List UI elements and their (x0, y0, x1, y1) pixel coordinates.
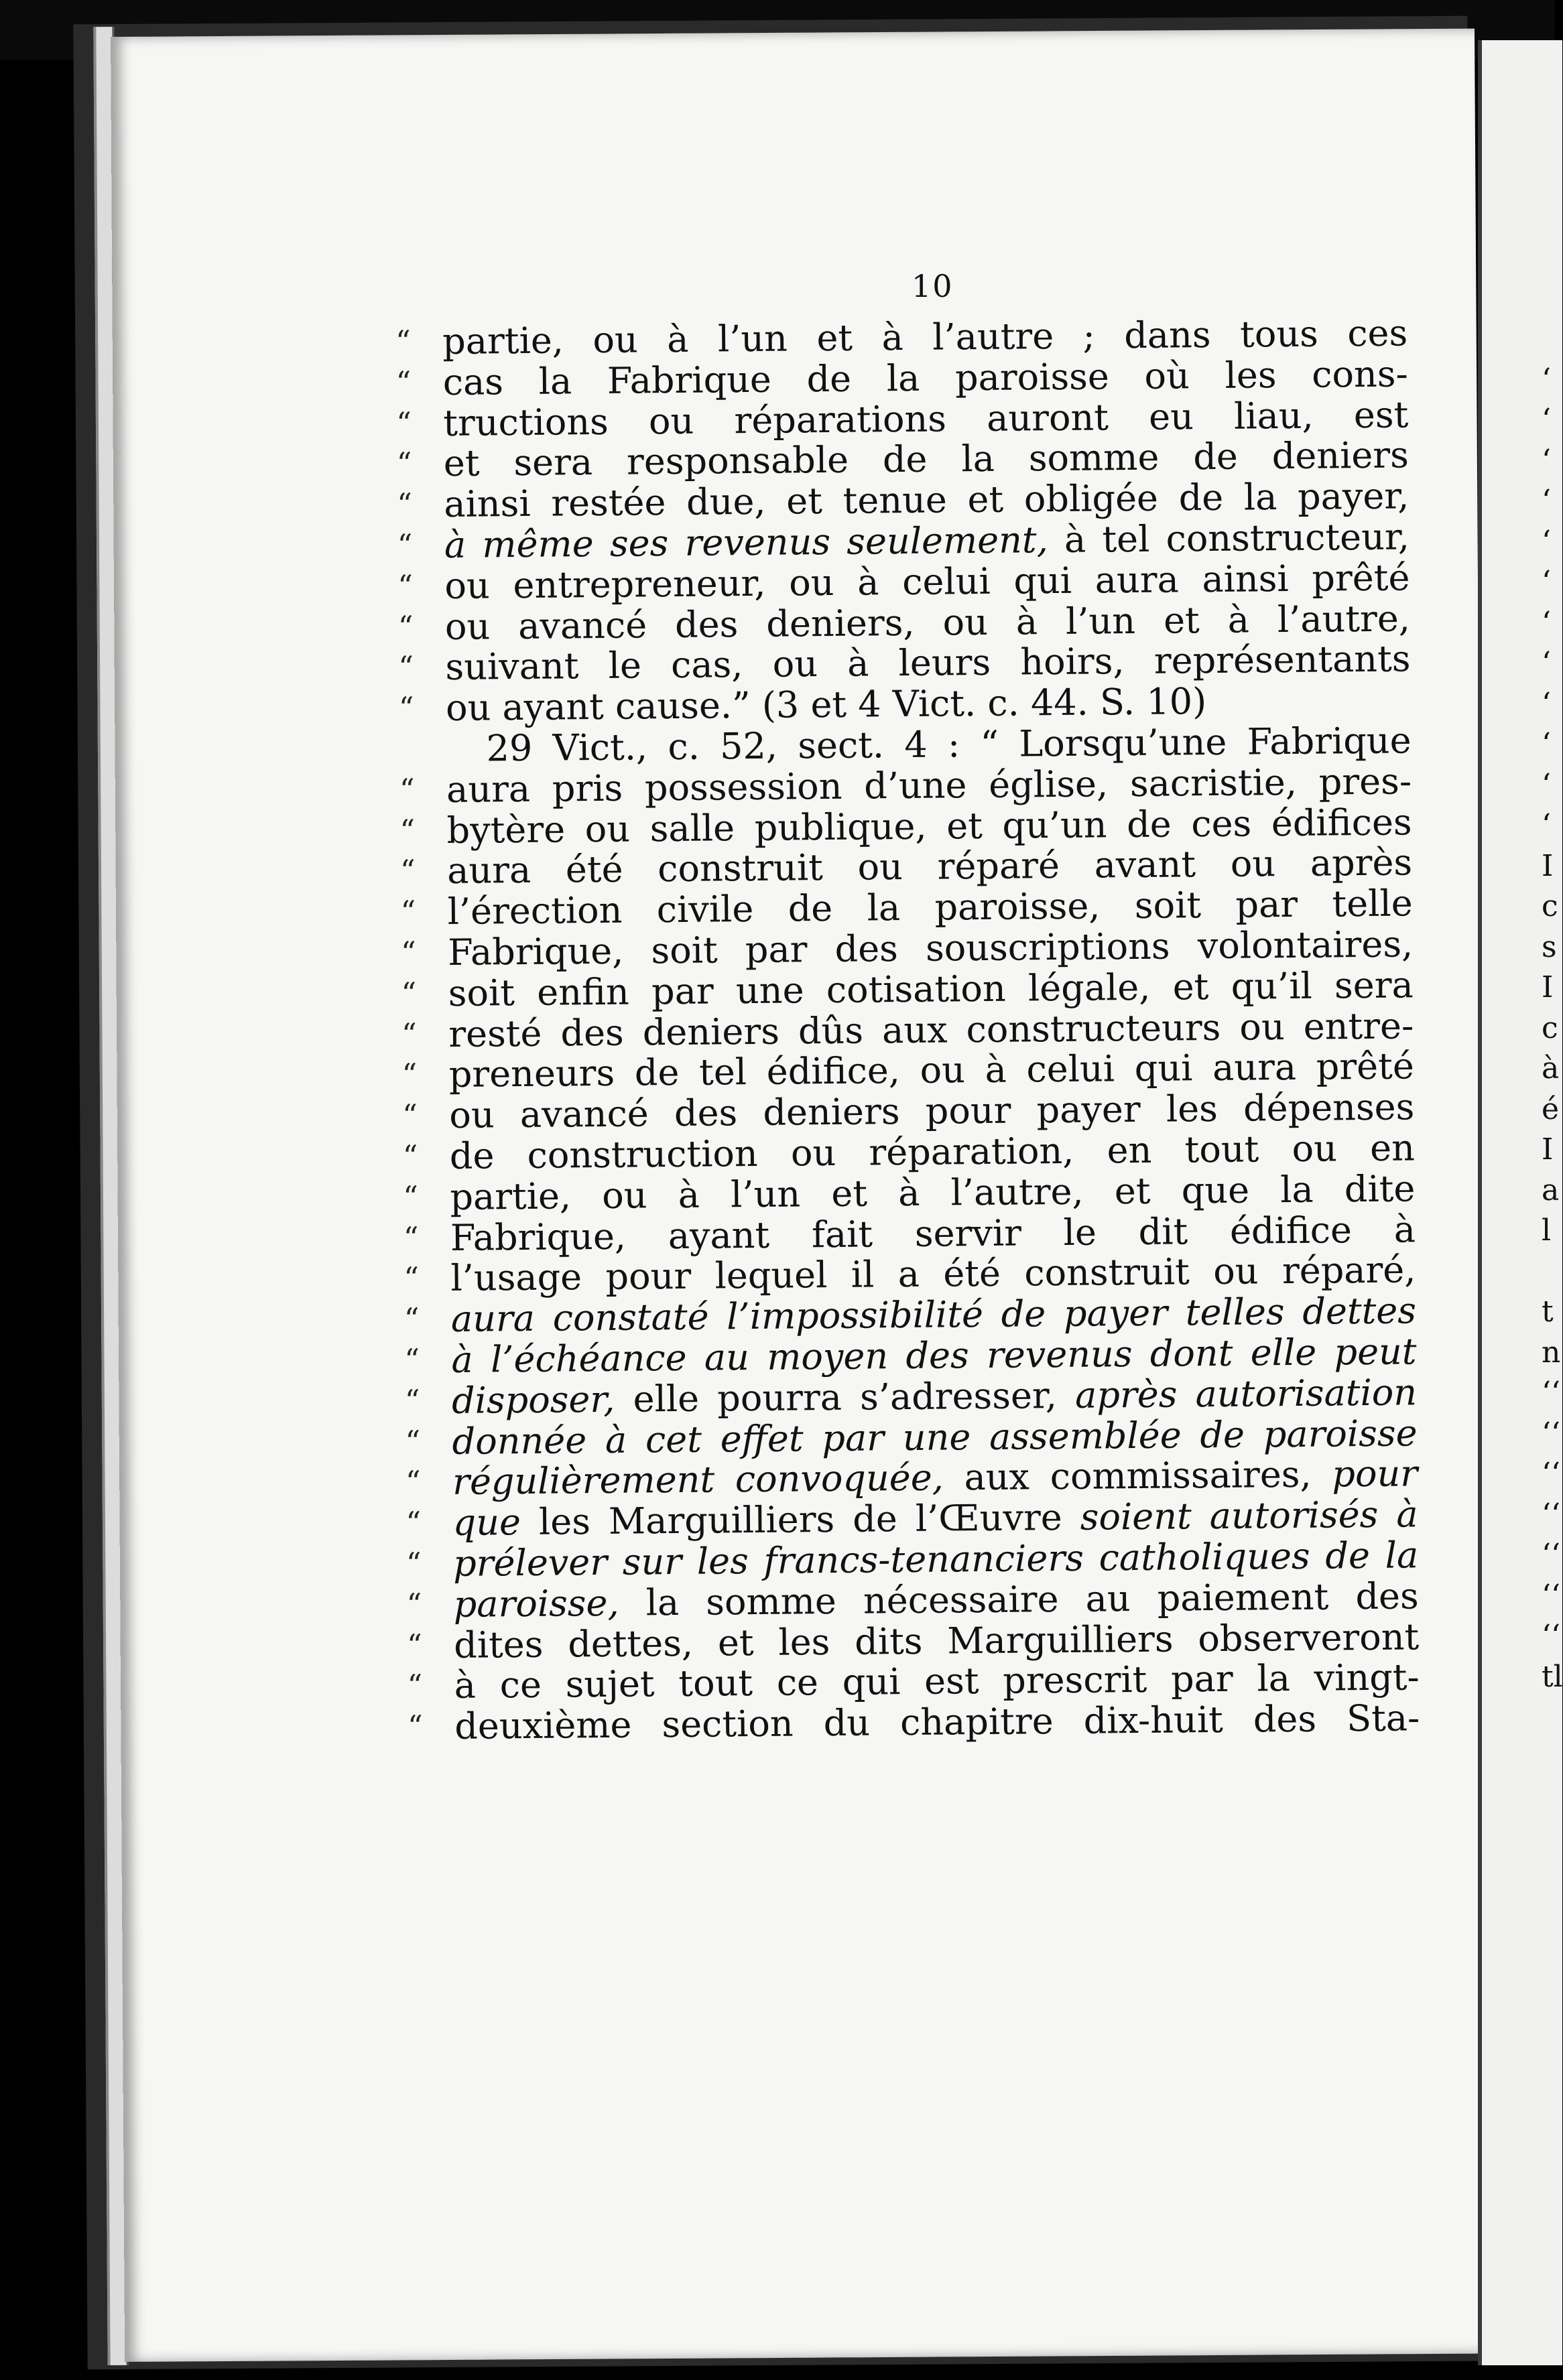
quote-mark: “ (397, 609, 414, 645)
adjacent-page-glyph: ‘‘ (1542, 1497, 1560, 1532)
adjacent-page-glyph: ‘ (1542, 646, 1551, 680)
italic-text: à l’échéance au moyen des revenus dont elle peut (451, 1330, 1417, 1381)
quote-mark: “ (404, 1343, 420, 1378)
text-segment: ainsi restée due, et tenue et obligée de la payer, (444, 474, 1410, 526)
quote-mark: “ (403, 1261, 420, 1296)
quote-mark: “ (400, 935, 416, 970)
adjacent-page-glyph: à (1542, 1051, 1560, 1085)
text-segment: Fabrique, ayant fait servir le dit édifice à (450, 1207, 1416, 1259)
quote-mark: “ (405, 1424, 421, 1459)
adjacent-page-glyph: é (1542, 1092, 1560, 1126)
quote-mark: “ (398, 691, 414, 726)
text-segment: aux commissaires, (943, 1453, 1332, 1499)
quote-mark: “ (401, 1016, 418, 1052)
quote-mark: “ (406, 1587, 422, 1622)
adjacent-page-glyph: c (1542, 1010, 1558, 1045)
adjacent-page-glyph: ‘ (1542, 605, 1551, 640)
italic-text: que (452, 1501, 521, 1544)
quote-mark: “ (403, 1302, 420, 1337)
text-segment: elle pourra s’adresser, (615, 1374, 1076, 1420)
quote-mark: “ (405, 1506, 422, 1540)
text-segment: l’usage pour lequel il a été construit ou réparé, (450, 1248, 1416, 1300)
adjacent-page-glyph: ‘ (1542, 443, 1551, 478)
text-segment: l’érection civile de la paroisse, soit par telle (447, 882, 1413, 933)
adjacent-page-glyph: I (1542, 970, 1554, 1004)
quote-mark: “ (400, 895, 416, 929)
text-segment: suivant le cas, ou à leurs hoirs, représentants (445, 637, 1411, 689)
quote-mark: “ (401, 976, 417, 1011)
text-segment: Fabrique, soit par des souscriptions volontaires, (447, 923, 1414, 974)
text-segment: les Marguilliers de l’Œuvre (520, 1496, 1081, 1544)
text-segment: partie, ou à l’un et à l’autre, et que la dite (450, 1167, 1416, 1218)
text-segment: preneurs de tel édifice, ou à celui qui aura prêté (448, 1045, 1415, 1096)
quote-mark: “ (405, 1546, 422, 1581)
quote-mark: “ (395, 365, 412, 400)
adjacent-page-glyph: ‘ (1542, 403, 1551, 437)
text-line (408, 1697, 1420, 1748)
text-segment: resté des deniers dûs aux constructeurs ou entre- (448, 1004, 1414, 1055)
italic-text: régulièrement convoquée, (452, 1456, 944, 1504)
text-segment: ou avancé des deniers pour payer les dépenses (449, 1085, 1415, 1137)
adjacent-page-glyph: n (1542, 1335, 1561, 1370)
text-segment: ou entrepreneur, ou à celui qui aura ainsi prêté (444, 556, 1410, 607)
text-segment: 29 Vict., c. 52, sect. 4 : “ Lorsqu’une Fabrique (486, 719, 1412, 770)
adjacent-page-glyph: ‘‘ (1542, 1578, 1560, 1613)
quote-mark: “ (399, 773, 415, 807)
text-segment: partie, ou à l’un et à l’autre ; dans tous ces (442, 312, 1408, 362)
quote-mark: “ (396, 446, 412, 481)
italic-text: disposer, (451, 1378, 615, 1422)
italic-text: après autorisation (1074, 1371, 1418, 1416)
text-segment: à tel constructeur, (1048, 515, 1410, 561)
adjacent-page-glyph: t (1542, 1295, 1554, 1329)
adjacent-page-glyph: ‘ (1542, 362, 1551, 397)
quote-mark: “ (401, 1057, 418, 1092)
quote-mark: “ (404, 1384, 420, 1418)
adjacent-page-glyph: l (1542, 1213, 1552, 1248)
adjacent-page-glyph: I (1542, 1132, 1554, 1167)
quote-mark: “ (402, 1098, 418, 1133)
italic-text: pour (1332, 1452, 1418, 1496)
text-segment: et sera responsable de la somme de deniers (443, 434, 1410, 485)
quote-mark: “ (396, 406, 412, 441)
quote-mark: “ (407, 1668, 423, 1703)
text-segment: soit enfin par une cotisation légale, et qu’il sera (448, 964, 1414, 1014)
adjacent-page-glyph: ‘ (1542, 808, 1551, 842)
adjacent-page-glyph: ‘‘ (1542, 1376, 1560, 1410)
text-segment: aura été construit ou réparé avant ou après (446, 841, 1413, 892)
adjacent-page-glyph: ‘‘ (1542, 1619, 1560, 1653)
adjacent-page-glyph: ‘ (1542, 484, 1551, 518)
adjacent-page-glyph: ‘‘ (1542, 1416, 1560, 1451)
italic-text: soient autorisés à (1080, 1493, 1418, 1538)
page-number: 10 (912, 268, 954, 304)
adjacent-page-glyph: ‘‘ (1542, 1457, 1560, 1491)
text-segment: deuxième section du chapitre dix-huit des Sta- (454, 1697, 1420, 1748)
quote-mark: “ (405, 1465, 421, 1500)
text-segment: tructions ou réparations auront eu liau, est (443, 393, 1409, 444)
adjacent-page-glyph: c (1542, 889, 1558, 923)
quote-mark: “ (399, 854, 416, 888)
body-text (395, 312, 1420, 1748)
quote-mark: “ (398, 650, 414, 685)
quote-mark: “ (407, 1628, 422, 1663)
quote-mark: “ (403, 1180, 419, 1215)
italic-text: à même ses revenus seulement, (444, 519, 1049, 566)
text-segment: de construction ou réparation, en tout ou en (449, 1126, 1416, 1177)
italic-text: donnée à cet effet par une assemblée de paroisse (452, 1411, 1418, 1463)
adjacent-page-glyph: a (1542, 1173, 1560, 1207)
adjacent-page-glyph: tl (1542, 1659, 1563, 1694)
text-segment: la somme nécessaire au paiement des (619, 1575, 1419, 1624)
quote-mark: “ (408, 1709, 424, 1744)
text-segment: bytère ou salle publique, et qu’un de ces édifices (446, 800, 1412, 852)
quote-mark: “ (397, 569, 414, 604)
italic-text: prélever sur les francs-tenanciers catholiques de la (452, 1534, 1419, 1585)
text-segment: ou ayant cause.” (3 et 4 Vict. c. 44. S. 10) (445, 680, 1207, 730)
quote-mark: “ (402, 1139, 418, 1174)
text-segment: dites dettes, et les dits Marguilliers observeront (453, 1615, 1420, 1666)
quote-mark: “ (399, 813, 416, 848)
quote-mark: “ (403, 1220, 419, 1256)
text-segment: ou avancé des deniers, ou à l’un et à l’autre, (444, 596, 1411, 648)
quote-mark: “ (397, 487, 413, 522)
italic-text: paroisse, (453, 1581, 619, 1626)
text-segment: aura pris possession d’une église, sacristie, pres- (446, 760, 1412, 811)
quote-mark: “ (395, 324, 411, 359)
italic-text: aura constaté l’impossibilité de payer telles dettes (450, 1289, 1417, 1341)
adjacent-page-glyph: s (1542, 929, 1557, 964)
adjacent-page-glyph: ‘ (1542, 565, 1551, 599)
text-segment: cas la Fabrique de la paroisse où les cons- (442, 352, 1409, 403)
quote-mark: “ (397, 528, 413, 563)
text-segment: à ce sujet tout ce qui est prescrit par la vingt- (454, 1656, 1420, 1707)
adjacent-page-glyph: ‘ (1542, 767, 1551, 802)
adjacent-page-glyph: ‘ (1542, 686, 1551, 721)
adjacent-page-glyph: ‘‘ (1542, 1538, 1560, 1572)
adjacent-page-glyph: ‘ (1542, 727, 1551, 761)
adjacent-page-glyph: I (1542, 848, 1554, 883)
adjacent-page-glyph: ‘ (1542, 524, 1551, 559)
